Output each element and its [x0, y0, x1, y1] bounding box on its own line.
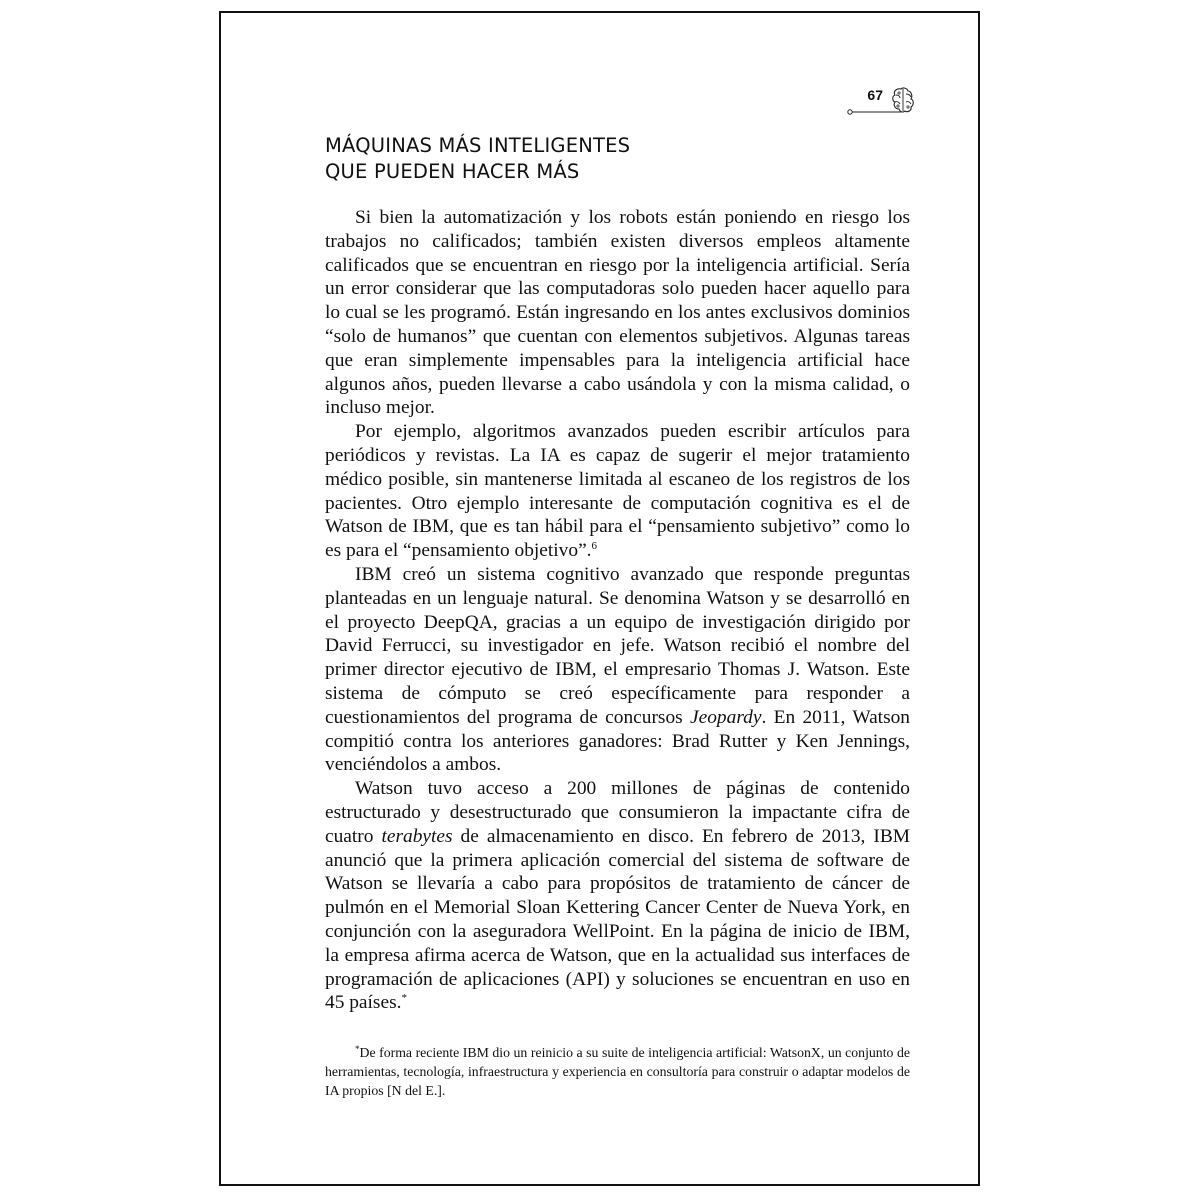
- section-title: [325, 133, 925, 185]
- paragraph-3-text-a: IBM creó un sistema cognitivo avanzado que responde preguntas planteadas en un lenguaje natural. Se denomina Watson y se desarrolló en el proyecto DeepQA, gracias a un equipo de investigación dirigido por David Ferrucci, su investigador en jefe. Watson recibió el nombre del primer director ejecutivo de IBM, el empresario Thomas J. Watson. Este sistema de cómputo se creó específicamente para responder a cuestionamientos del programa de concursos: [325, 563, 910, 728]
- footnote-asterisk: *: [355, 1044, 360, 1054]
- footnote-marker: *: [401, 992, 407, 1005]
- footnote: [325, 1043, 910, 1100]
- footnote-paragraph: [325, 1043, 910, 1100]
- body-text: [325, 206, 910, 1015]
- paragraph-3: [325, 563, 910, 777]
- page-number: 67: [867, 87, 883, 103]
- section-title-line-1: MÁQUINAS MÁS INTELIGENTES: [325, 134, 631, 157]
- paragraph-1: Si bien la automatización y los robots están poniendo en riesgo los trabajos no calificados; también existen diversos empleos altamente calificados que se encuentran en riesgo por la inteligencia artificial. Sería un error considerar que las computadoras solo pueden hacer aquello para lo cual se les programó. Están ingresando en los antes exclusivos dominios “solo de humanos” que cuentan con elementos subjetivos. Algunas tareas que eran simplemente impensables para la inteligencia artificial hace algunos años, pueden llevarse a cabo usándola y con la misma calidad, o incluso mejor.: [325, 207, 910, 419]
- footnote-text: De forma reciente IBM dio un reinicio a su suite de inteligencia artificial: WatsonX, un conjunto de herramientas, tecnología, infraestructura y experiencia en consultoría para construir o adaptar modelos de IA propios [N del E.].: [325, 1045, 910, 1098]
- paragraph-4: [325, 777, 910, 1015]
- reference-6-marker: 6: [591, 540, 598, 553]
- book-page: [219, 11, 980, 1186]
- paragraph-2-text: Por ejemplo, algoritmos avanzados pueden escribir artículos para periódicos y revistas. La IA es capaz de sugerir el mejor tratamiento médico posible, sin mantenerse limitada al escaneo de los registros de los pacientes. Otro ejemplo interesante de computación cognitiva es el de Watson de IBM, que es tan hábil para el “pensamiento subjetivo” como lo es para el “pensamiento objetivo”.: [325, 421, 910, 562]
- jeopardy-title: Jeopardy: [690, 706, 762, 728]
- paragraph-3-text-b: . En 2011, Watson compitió contra los anteriores ganadores: Brad Rutter y Ken Jennings, venciéndolos a ambos.: [325, 706, 911, 776]
- brain-circuit-icon: [845, 83, 917, 117]
- paragraph-4-text-a: Watson tuvo acceso a 200 millones de páginas de contenido estructurado y desestructurado que consumieron la impactante cifra de cuatro: [325, 778, 910, 847]
- section-title-line-2: QUE PUEDEN HACER MÁS: [325, 160, 580, 183]
- terabytes-term: terabytes: [381, 825, 453, 847]
- paragraph-2: [325, 420, 910, 563]
- paragraph-4-text-b: de almacenamiento en disco. En febrero de 2013, IBM anunció que la primera aplicación comercial del sistema de software de Watson se llevaría a cabo para propósitos de tratamiento de cáncer de pulmón en el Memorial Sloan Kettering Cancer Center de Nueva York, en conjunción con la aseguradora WellPoint. En la página de inicio de IBM, la empresa afirma acerca de Watson, que en la actualidad sus interfaces de programación de aplicaciones (API) y soluciones se encuentran en uso en 45 países.: [325, 825, 910, 1014]
